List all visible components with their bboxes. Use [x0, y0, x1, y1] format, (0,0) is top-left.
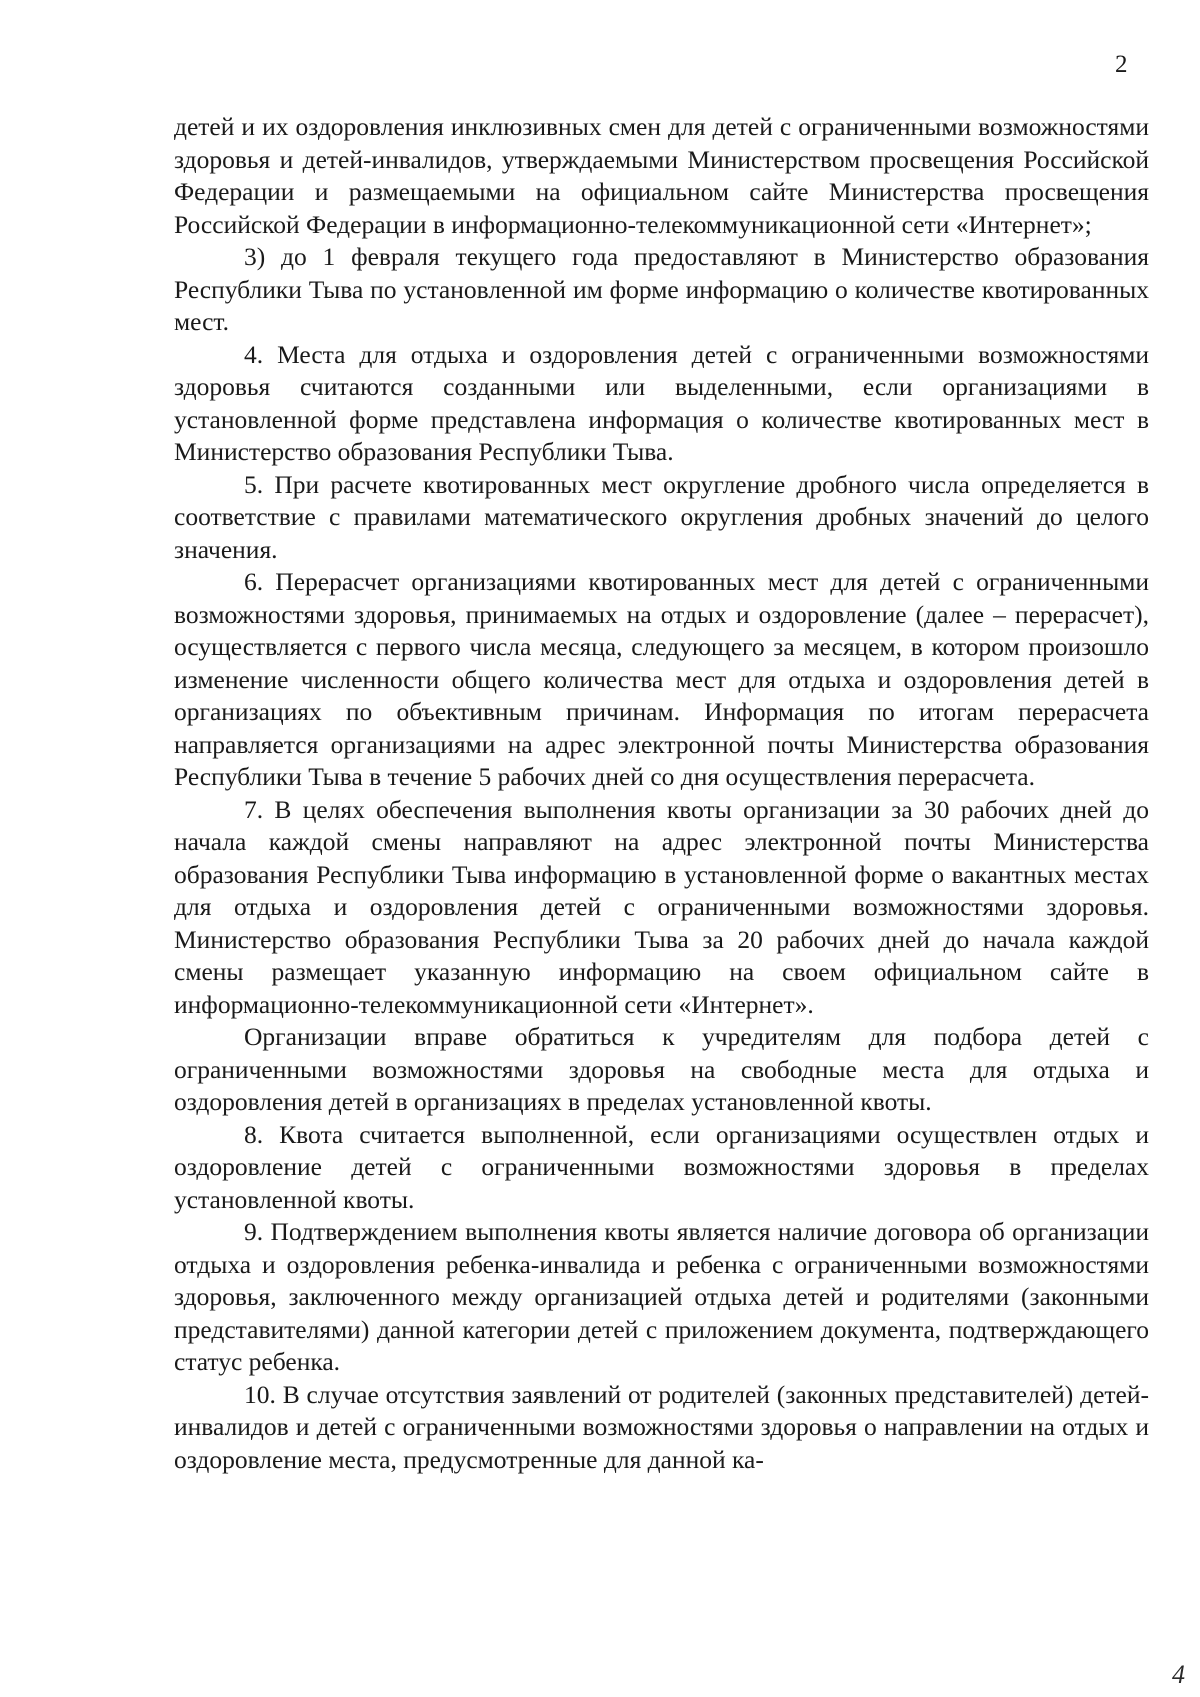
paragraph-clause-4: 4. Места для отдыха и оздоровления детей с ограниченными возможностями здоровья считаются созданными или выделенными, если организациями в установленной форме представлена информация о количестве квотированных мест в Министерство образования Республики Тыва. [174, 339, 1149, 466]
paragraph-continuation: детей и их оздоровления инклюзивных смен для детей с ограниченными возможностями здоровья и детей-инвалидов, утверждаемыми Министерством просвещения Российской Федерации и размещаемыми на официальном сайте Министерства просвещения Российской Федерации в информационно-телекоммуникационной сети «Интернет»; [174, 112, 1149, 239]
paragraph-item-3: 3) до 1 февраля текущего года предоставляют в Министерство образования Республики Тыва по установленной им форме информацию о количестве квотированных мест. [174, 242, 1149, 336]
paragraph-clause-7: 7. В целях обеспечения выполнения квоты организации за 30 рабочих дней до начала каждой смены направляют на адрес электронной почты Министерства образования Республики Тыва информацию в установленной форме о вакантных местах для отдыха и оздоровления детей с ограниченными возможностями здоровья. Министерство образования Республики Тыва за 20 рабочих дней до начала каждой смены размещает указанную информацию на своем официальном сайте в информационно-телекоммуникационной сети «Интернет». [174, 794, 1149, 1019]
paragraph-clause-9: 9. Подтверждением выполнения квоты является наличие договора об организации отдыха и оздоровления ребенка-инвалида и ребенка с ограниченными возможностями здоровья, заключенного между организацией отдыха детей и родителями (законными представителями) данной категории детей с приложением документа, подтверждающего статус ребенка. [174, 1217, 1149, 1376]
handwritten-corner-mark: 4 [1172, 1660, 1185, 1689]
paragraph-clause-8: 8. Квота считается выполненной, если организациями осуществлен отдых и оздоровление детей с ограниченными возможностями здоровья в пределах установленной квоты. [174, 1119, 1149, 1214]
document-body [174, 111, 1149, 1476]
paragraph-clause-5: 5. При расчете квотированных мест округление дробного числа определяется в соответствие с правилами математического округления дробных значений до целого значения. [174, 469, 1149, 564]
paragraph-clause-10: 10. В случае отсутствия заявлений от родителей (законных представителей) детей-инвалидов и детей с ограниченными возможностями здоровья о направлении на отдых и оздоровление места, предусмотренные для данной ка- [174, 1379, 1149, 1474]
page-number: 2 [1115, 51, 1128, 78]
paragraph-clause-7-note: Организации вправе обратиться к учредителям для подбора детей с ограниченными возможностями здоровья на свободные места для отдыха и оздоровления детей в организациях в пределах установленной квоты. [174, 1022, 1149, 1116]
paragraph-clause-6: 6. Перерасчет организациями квотированных мест для детей с ограниченными возможностями здоровья, принимаемых на отдых и оздоровление (далее – перерасчет), осуществляется с первого числа месяца, следующего за месяцем, в котором произошло изменение численности общего количества мест для отдыха и оздоровления детей в организациях по объективным причинам. Информация по итогам перерасчета направляется организациями на адрес электронной почты Министерства образования Республики Тыва в течение 5 рабочих дней со дня осуществления перерасчета. [174, 567, 1149, 791]
